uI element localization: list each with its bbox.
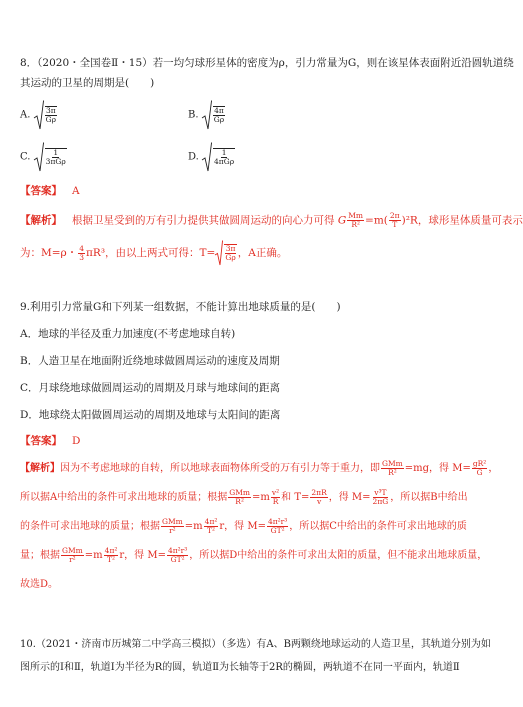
text-run: A. <box>20 109 31 121</box>
math-fraction <box>167 547 188 564</box>
fraction-denominator: R <box>272 497 279 506</box>
text-run: D. <box>188 151 199 163</box>
fraction-denominator: v <box>316 497 322 506</box>
math-fraction <box>213 148 235 166</box>
fraction-numerator: 1 <box>221 148 227 157</box>
math-fraction <box>204 518 219 535</box>
q9-option-d: D．地球绕太阳做圆周运动的周期及地球与太阳间的距离 <box>20 409 281 421</box>
fraction-denominator: r² <box>169 526 176 535</box>
text-run: =m <box>252 492 270 503</box>
fraction-numerator: 1 <box>53 148 59 157</box>
math-fraction <box>224 244 236 262</box>
q9-analysis-line2 <box>20 489 468 506</box>
fraction-denominator: GT² <box>270 526 285 535</box>
q9-analysis-line5: 故选D。 <box>20 579 59 590</box>
text-run: 量；根据 <box>20 550 60 561</box>
math-fraction <box>310 489 327 506</box>
math-fraction <box>61 547 84 564</box>
answer-tag: 【答案】 <box>20 185 62 197</box>
fraction-denominator: 3πGρ <box>45 157 66 166</box>
q9-analysis-line1: 【解析】因为不考虑地球的自转，所以地球表面物体所受的万有引力等于重力，即 $\frac{\text{GMm}}{\text{R²}}$ =mg，得 M= $\frac{\text{gR²}}{G}$ ， <box>20 459 499 477</box>
math-fraction <box>381 460 404 477</box>
fraction-denominator: 4πGρ <box>214 157 235 166</box>
text-run: =m( <box>365 214 388 227</box>
q8-option-b <box>188 100 226 130</box>
fraction-numerator: 4π <box>214 106 224 115</box>
text-run: C. <box>20 151 31 163</box>
q9-option-c: C．月球绕地球做圆周运动的周期及月球与地球间的距离 <box>20 382 281 394</box>
q9-option-b: B．人造卫星在地面附近绕地球做圆周运动的速度及周期 <box>20 355 280 367</box>
fraction-denominator: T² <box>107 555 116 564</box>
fraction-numerator: 3π <box>225 244 236 253</box>
fraction-denominator: R² <box>235 497 244 506</box>
sqrt-symbol <box>215 240 237 266</box>
fraction-denominator: T <box>392 220 398 229</box>
q8-stem-line2: 其运动的卫星的周期是( ) <box>20 77 155 89</box>
fraction-denominator: Gρ <box>45 115 56 124</box>
fraction-denominator: G <box>476 468 483 477</box>
text-run: r，得 M= <box>119 550 166 561</box>
math-fraction <box>389 212 401 229</box>
text-run: 和 T= <box>281 492 310 503</box>
fraction-numerator: GMm <box>62 546 83 555</box>
fraction-denominator: GT² <box>170 555 185 564</box>
q10-stem-line1: 10.（2021・济南市历城第二中学高三模拟）（多选）有A、B两颗绕地球运动的人造卫星，其轨道分别为如 <box>20 639 491 650</box>
q8-option-c <box>20 142 68 172</box>
fraction-numerator: v² <box>271 488 280 497</box>
q9-answer <box>20 434 80 448</box>
fraction-numerator: GMm <box>229 488 251 497</box>
text-run: =m <box>84 550 103 561</box>
math-fraction <box>161 518 184 535</box>
fraction-denominator: R² <box>351 220 360 229</box>
math-fraction <box>472 460 487 477</box>
fraction-numerator: Mm <box>348 211 364 220</box>
text-run: ，A正确。 <box>237 247 288 259</box>
fraction-numerator: 4π²r³ <box>167 546 188 555</box>
math-fraction <box>78 245 85 262</box>
math-fraction <box>45 106 57 124</box>
fraction-numerator: GMm <box>382 459 403 468</box>
fraction-numerator: 4π²r³ <box>267 517 288 526</box>
fraction-numerator: 4π² <box>104 546 118 555</box>
fraction-numerator: 2π <box>389 211 400 220</box>
fraction-denominator: Gρ <box>225 253 236 262</box>
text-run: 所以据A中给出的条件可求出地球的质量；根据 <box>20 492 228 503</box>
fraction-numerator: v³T <box>374 488 387 497</box>
q9-option-a: A．地球的半径及重力加速度(不考虑地球自转) <box>20 328 236 340</box>
text-run: ，得 M= <box>328 492 371 503</box>
sqrt-symbol <box>34 142 68 172</box>
fraction-numerator: 4 <box>79 243 85 253</box>
fraction-numerator: 4π² <box>204 517 218 526</box>
text-run: ，所以据C中给出的条件可求出地球的质 <box>289 521 467 532</box>
text-run: 根据卫星受到的万有引力提供其做圆周运动的向心力可得 <box>72 214 335 227</box>
analysis-tag: 【解析】 <box>20 463 60 474</box>
q9-stem: 9.利用引力常量G和下列某一组数据，不能计算出地球质量的是( ) <box>20 301 341 313</box>
q8-option-d <box>188 142 236 172</box>
sqrt-symbol <box>34 100 58 130</box>
math-fraction <box>228 489 251 506</box>
q10-stem-line2: 图所示的Ⅰ和Ⅱ，轨道Ⅰ为半径为R的圆，轨道Ⅱ为长轴等于2R的椭圆，两轨道不在同一平面内，轨道Ⅱ <box>20 662 460 673</box>
text-run: 为：M=ρ・ <box>20 247 78 259</box>
text-run: =mg，得 M= <box>404 463 471 474</box>
fraction-denominator: 3 <box>79 252 85 262</box>
math-fraction <box>45 148 67 166</box>
answer-value: A <box>72 185 80 197</box>
sqrt-symbol <box>202 100 226 130</box>
text-run: =m <box>184 521 203 532</box>
text-run: ，所以据B中给出 <box>390 492 468 503</box>
math-fraction <box>347 212 364 229</box>
math-fraction <box>271 489 280 506</box>
fraction-numerator: GMm <box>162 517 183 526</box>
analysis-tag: 【解析】 <box>20 214 62 227</box>
q9-analysis-line4 <box>20 547 487 564</box>
answer-tag: 【答案】 <box>20 435 62 447</box>
answer-value: D <box>72 435 81 447</box>
q8-answer <box>20 184 80 198</box>
fraction-denominator: T² <box>207 526 216 535</box>
text-run: ，所以据D中给出的条件可求出太阳的质量，但不能求出地球质量， <box>189 550 488 561</box>
text-run: r，得 M= <box>219 521 266 532</box>
fraction-denominator: Gρ <box>213 115 225 124</box>
text-run: 的条件可求出地球的质量；根据 <box>20 521 160 532</box>
text-run: πR³，由以上两式可得：T= <box>86 247 216 259</box>
fraction-numerator: 3π <box>45 106 56 115</box>
sqrt-symbol <box>202 142 236 172</box>
math-fraction <box>213 106 225 124</box>
q8-stem-line1: 8．（2020・全国卷Ⅱ・15）若一均匀球形星体的密度为ρ，引力常量为G，则在该星体表面附近沿圆轨道绕 <box>20 57 514 69</box>
fraction-denominator: R² <box>388 468 397 477</box>
math-fraction <box>267 518 288 535</box>
fraction-denominator: r² <box>69 555 76 564</box>
math-variable: G <box>337 214 347 227</box>
q8-option-a <box>20 100 58 130</box>
fraction-numerator: gR² <box>472 459 487 468</box>
q8-analysis-line2 <box>20 240 287 266</box>
text-run: )²R，球形星体质量可表示 <box>401 214 523 227</box>
fraction-numerator: 2πR <box>311 488 327 497</box>
math-fraction <box>372 489 390 506</box>
q9-analysis-line3 <box>20 518 467 535</box>
text-run: 因为不考虑地球的自转，所以地球表面物体所受的万有引力等于重力，即 <box>60 463 380 474</box>
q8-analysis-line1 <box>20 212 523 229</box>
fraction-denominator: 2πG <box>372 497 389 506</box>
math-fraction <box>104 547 119 564</box>
text-run: B. <box>188 109 199 121</box>
